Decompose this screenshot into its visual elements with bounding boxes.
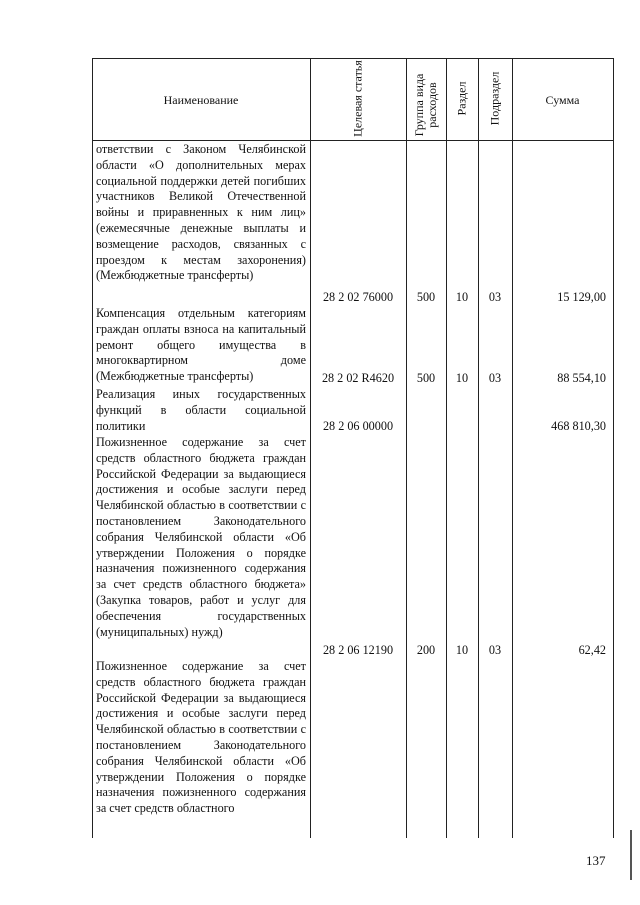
budget-table xyxy=(92,58,614,838)
row-3-text: Реализация иных государственных функций в области социальной политики xyxy=(96,387,306,433)
row-4-section: 10 xyxy=(455,643,469,657)
header-group: Группа вида расходов xyxy=(412,73,439,137)
row-2-section: 10 xyxy=(455,371,469,385)
row-4-group: 200 xyxy=(416,643,436,657)
page-number: 137 xyxy=(586,853,606,868)
row-4-sum: 62,42 xyxy=(578,643,606,657)
row-1-section: 10 xyxy=(455,290,469,304)
row-2-sum: 88 554,10 xyxy=(557,371,606,385)
row-2-text: Компенсация отдельным категориям граждан оплаты взноса на капитальный ремонт общего имущества в многоквартирном доме (Межбюджетные трансферты) xyxy=(96,306,306,384)
row-4-text: Пожизненное содержание за счет средств областного бюджета граждан Российской Федерации за выдающиеся достижения и особые заслуги перед Челябинской областью в соответствии с постановлением Законодательного собрания Челябинской области «Об утверждении Положения о порядке назначения пожизненного содержания за счет средств областного бюджета» (Закупка товаров, работ и услуг для обеспечения государственных (муниципальных) нужд) xyxy=(96,435,306,639)
header-name: Наименование xyxy=(163,93,239,107)
row-1-group: 500 xyxy=(416,290,436,304)
row-3-sum: 468 810,30 xyxy=(551,419,606,433)
header-sum: Сумма xyxy=(545,93,580,107)
row-1-text: ответствии с Законом Челябинской области «О дополнительных мерах социальной поддержки детей погибших участников Великой Отечественной войны и приравненных к ним лиц» (ежемесячные денежные выплаты и возмещение расходов, связанных с проездом к местам захоронения) (Межбюджетные трансферты) xyxy=(96,142,306,283)
scan-edge-mark xyxy=(630,830,632,880)
header-target: Целевая статья xyxy=(350,60,365,137)
header-section: Раздел xyxy=(454,81,469,116)
row-4-target: 28 2 06 12190 xyxy=(322,643,394,657)
row-1-sum: 15 129,00 xyxy=(557,290,606,304)
row-1-target: 28 2 02 76000 xyxy=(322,290,394,304)
row-5-text: Пожизненное содержание за счет средств областного бюджета граждан Российской Федерации за выдающиеся достижения и особые заслуги перед Челябинской областью в соответствии с постановлением Законодательного собрания Челябинской области «Об утверждении Положения о порядке назначения пожизненного содержания за счет средств областного xyxy=(96,659,306,816)
row-2-target: 28 2 02 R4620 xyxy=(321,371,395,385)
row-1-subsection: 03 xyxy=(488,290,502,304)
row-3-target: 28 2 06 00000 xyxy=(322,419,394,433)
header-subsection: Подраздел xyxy=(487,71,502,126)
row-2-subsection: 03 xyxy=(488,371,502,385)
row-2-group: 500 xyxy=(416,371,436,385)
row-4-subsection: 03 xyxy=(488,643,502,657)
